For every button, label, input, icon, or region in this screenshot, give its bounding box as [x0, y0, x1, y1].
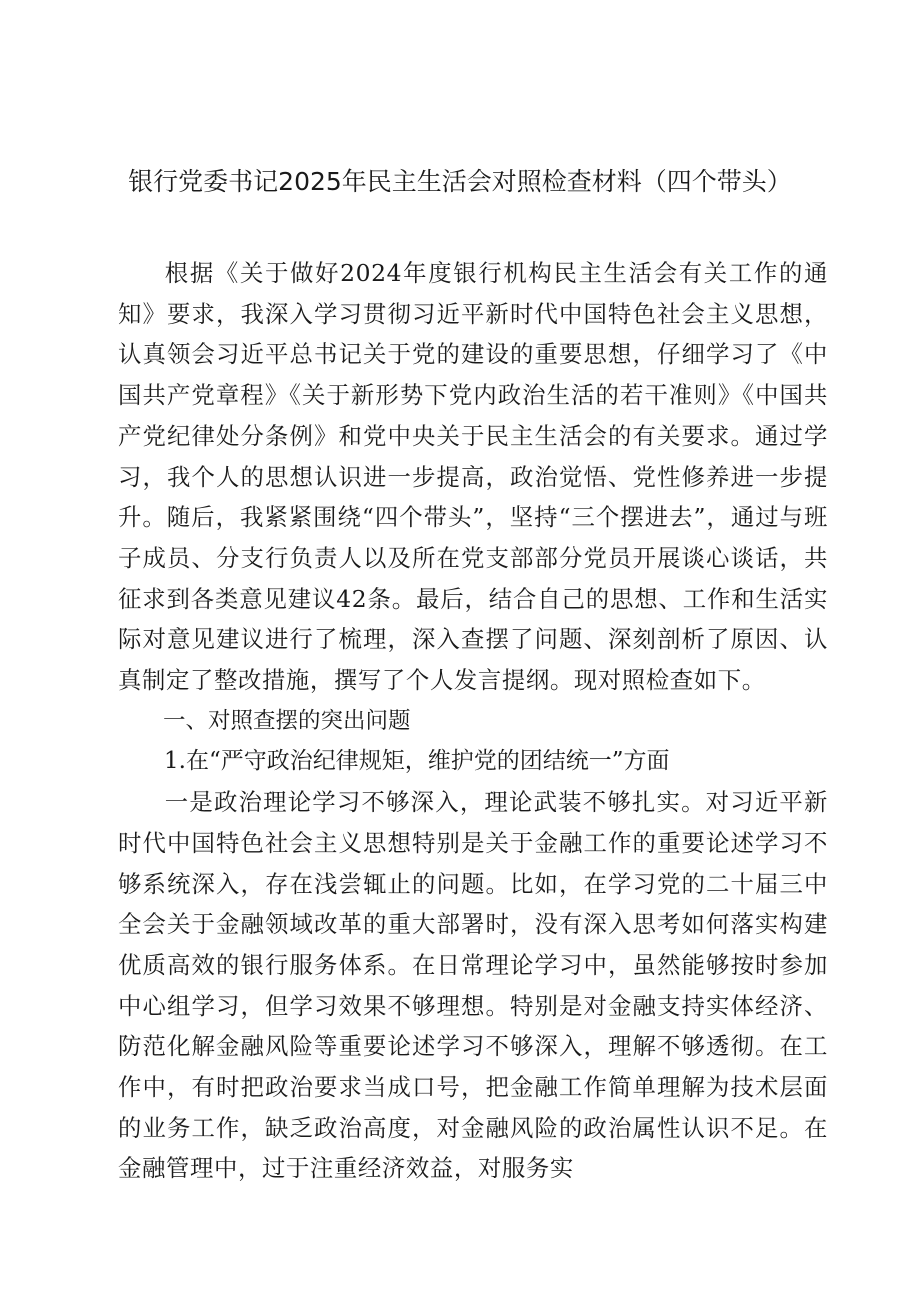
section-heading: 一、对照查摆的突出问题: [163, 707, 411, 734]
intro-paragraph: 根据《关于做好2024年度银行机构民主生活会有关工作的通知》要求，我深入学习贯彻习近平新时代中国特色社会主义思想，认真领会习近平总书记关于党的建设的重要思想，仔细学习了《中国共产党章程》《关于新形势下党内政治生活的若干准则》《中国共产党纪律处分条例》和党中央关于民主生活会的有关要求。通过学习，我个人的思想认识进一步提高，政治觉悟、党性修养进一步提升。随后，我紧紧围绕“四个带头”，坚持“三个摆进去”，通过与班子成员、分支行负责人以及所在党支部部分党员开展谈心谈话，共征求到各类意见建议42条。最后，结合自己的思想、工作和生活实际对意见建议进行了梳理，深入查摆了问题、深刻剖析了原因、认真制定了整改措施，撰写了个人发言提纲。现对照检查如下。: [118, 259, 828, 695]
subsection-heading: 1.在“严守政治纪律规矩，维护党的团结统一”方面: [164, 748, 670, 775]
body-paragraph: 一是政治理论学习不够深入，理论武装不够扎实。对习近平新时代中国特色社会主义思想特别是关于金融工作的重要论述学习不够系统深入，存在浅尝辄止的问题。比如，在学习党的二十届三中全会关于金融领域改革的重大部署时，没有深入思考如何落实构建优质高效的银行服务体系。在日常理论学习中，虽然能够按时参加中心组学习，但学习效果不够理想。特别是对金融支持实体经济、防范化解金融风险等重要论述学习不够深入，理解不够透彻。在工作中，有时把政治要求当成口号，把金融工作简单理解为技术层面的业务工作，缺乏政治高度，对金融风险的政治属性认识不足。在金融管理中，过于注重经济效益，对服务实: [118, 788, 828, 1183]
document-body: [118, 253, 828, 1189]
document-title: 银行党委书记2025年民主生活会对照检查材料（四个带头）: [128, 167, 792, 196]
